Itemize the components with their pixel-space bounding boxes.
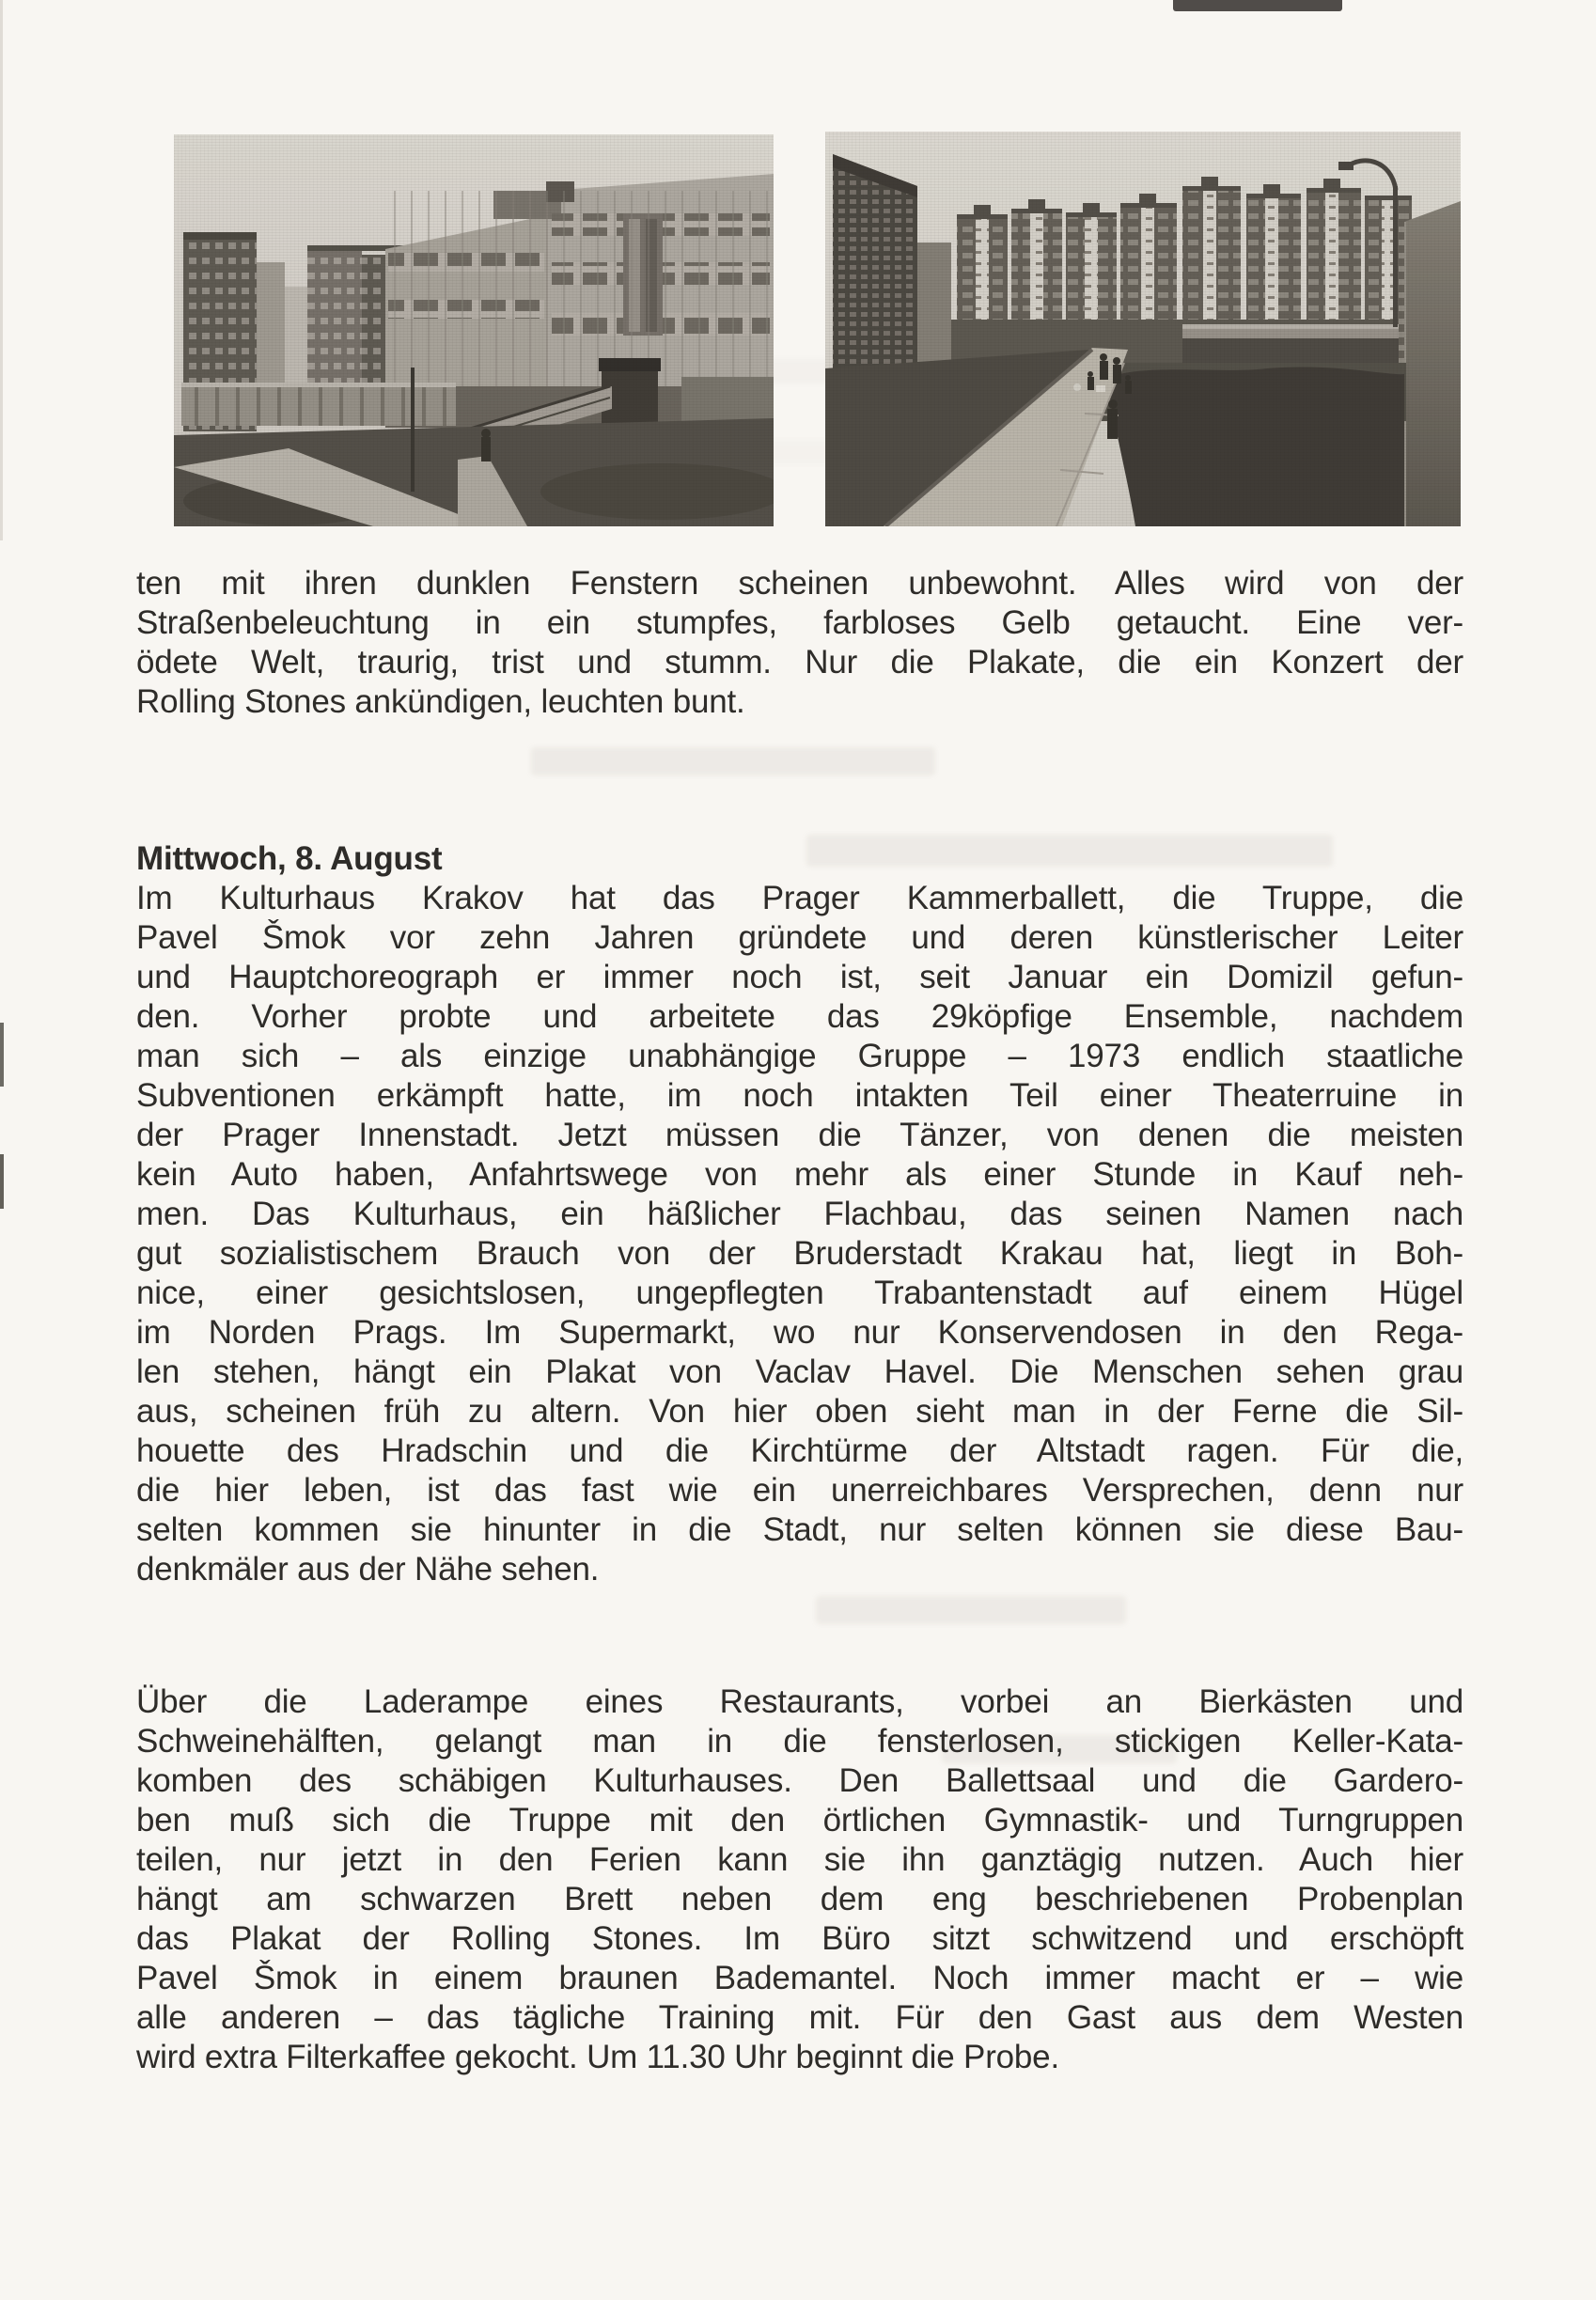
text-line: Über die Laderampe eines Restaurants, vorbei an Bierkästen und bbox=[136, 1683, 1463, 1720]
scan-artifact bbox=[531, 747, 935, 775]
scan-artifact-top-right bbox=[1173, 0, 1342, 11]
text-line: alle anderen – das tägliche Training mit. Für den Gast aus dem Westen bbox=[136, 1999, 1463, 2036]
text-line: len stehen, hängt ein Plakat von Vaclav Havel. Die Menschen sehen grau bbox=[136, 1353, 1463, 1390]
text-line: man sich – als einzige unabhängige Gruppe – 1973 endlich staatliche bbox=[136, 1038, 1463, 1074]
text-line: men. Das Kulturhaus, ein häßlicher Flachbau, das seinen Namen nach bbox=[136, 1196, 1463, 1232]
scan-artifact bbox=[816, 1596, 1126, 1624]
text-line: das Plakat der Rolling Stones. Im Büro sitzt schwitzend und erschöpft bbox=[136, 1920, 1463, 1957]
housing-estate-path-photo bbox=[825, 132, 1461, 526]
text-line: Schweinehälften, gelangt man in die fensterlosen, stickigen Keller-Kata- bbox=[136, 1723, 1463, 1760]
text-line: Subventionen erkämpft hatte, im noch intakten Teil einer Theaterruine in bbox=[136, 1077, 1463, 1114]
text-line: komben des schäbigen Kulturhauses. Den Ballettsaal und die Gardero- bbox=[136, 1762, 1463, 1799]
text-line: hängt am schwarzen Brett neben dem eng beschriebenen Probenplan bbox=[136, 1881, 1463, 1917]
text-line: den. Vorher probte und arbeitete das 29köpfige Ensemble, nachdem bbox=[136, 998, 1463, 1035]
text-line: und Hauptchoreograph er immer noch ist, seit Januar ein Domizil gefun- bbox=[136, 959, 1463, 995]
text-line: ben muß sich die Truppe mit den örtlichen Gymnastik- und Turngruppen bbox=[136, 1802, 1463, 1838]
text-line: ödete Welt, traurig, trist und stumm. Nur die Plakate, die ein Konzert der bbox=[136, 644, 1463, 681]
text-line: Straßenbeleuchtung in ein stumpfes, farbloses Gelb getaucht. Eine ver- bbox=[136, 604, 1463, 641]
text-line: houette des Hradschin und die Kirchtürme der Altstadt ragen. Für die, bbox=[136, 1432, 1463, 1469]
text-line: der Prager Innenstadt. Jetzt müssen die Tänzer, von denen die meisten bbox=[136, 1117, 1463, 1153]
housing-estate-photo-graphic bbox=[825, 132, 1461, 526]
scan-artifact-left-dash bbox=[0, 1154, 4, 1209]
paragraph-continuation bbox=[136, 564, 1463, 722]
kulturhaus-photo-graphic bbox=[174, 134, 774, 526]
text-line: teilen, nur jetzt in den Ferien kann sie ihn ganztägig nutzen. Auch hier bbox=[136, 1841, 1463, 1878]
text-line: im Norden Prags. Im Supermarkt, wo nur Konservendosen in den Rega- bbox=[136, 1314, 1463, 1351]
text-line: Im Kulturhaus Krakov hat das Prager Kammerballett, die Truppe, die bbox=[136, 880, 1463, 916]
scan-artifact-left-dash bbox=[0, 1023, 4, 1087]
text-line: die hier leben, ist das fast wie ein unerreichbares Versprechen, denn nur bbox=[136, 1472, 1463, 1509]
date-heading: Mittwoch, 8. August bbox=[136, 840, 443, 877]
text-line: gut sozialistischem Brauch von der Bruderstadt Krakau hat, liegt in Boh- bbox=[136, 1235, 1463, 1272]
text-line: kein Auto haben, Anfahrtswege von mehr als einer Stunde in Kauf neh- bbox=[136, 1156, 1463, 1193]
text-line: selten kommen sie hinunter in die Stadt, nur selten können sie diese Bau- bbox=[136, 1511, 1463, 1548]
text-line: Pavel Šmok in einem braunen Bademantel. Noch immer macht er – wie bbox=[136, 1960, 1463, 1996]
paragraph-kulturhaus bbox=[136, 879, 1463, 1589]
text-line: nice, einer gesichtslosen, ungepflegten Trabantenstadt auf einem Hügel bbox=[136, 1275, 1463, 1311]
text-line: ten mit ihren dunklen Fenstern scheinen unbewohnt. Alles wird von der bbox=[136, 565, 1463, 602]
text-line: aus, scheinen früh zu altern. Von hier oben sieht man in der Ferne die Sil- bbox=[136, 1393, 1463, 1430]
text-line: Pavel Šmok vor zehn Jahren gründete und deren künstlerischer Leiter bbox=[136, 919, 1463, 956]
text-line: Rolling Stones ankündigen, leuchten bunt. bbox=[136, 683, 745, 720]
text-line: wird extra Filterkaffee gekocht. Um 11.30 Uhr beginnt die Probe. bbox=[136, 2039, 1059, 2075]
paragraph-laderampe bbox=[136, 1682, 1463, 2077]
text-line: denkmäler aus der Nähe sehen. bbox=[136, 1551, 600, 1588]
scan-artifact-left-edge bbox=[0, 0, 3, 540]
kulturhaus-building-photo bbox=[174, 134, 774, 526]
